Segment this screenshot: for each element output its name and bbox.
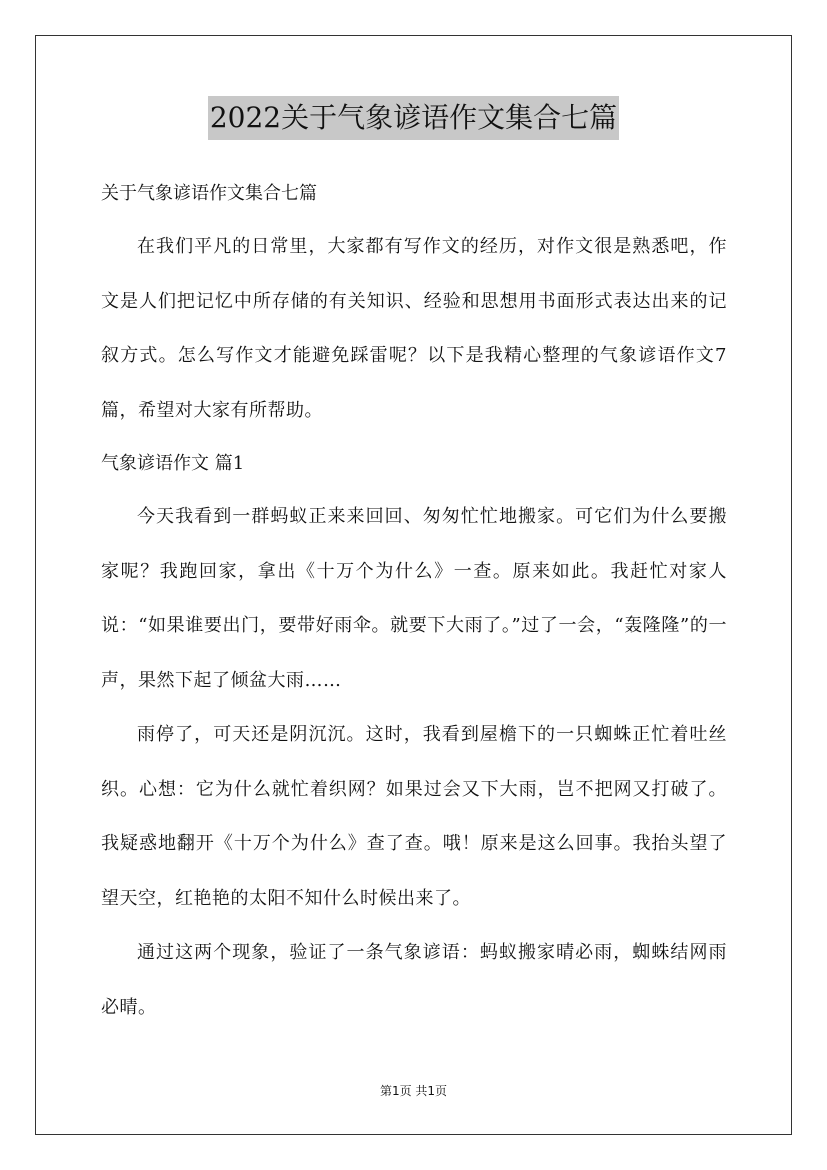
body-paragraph: 通过这两个现象，验证了一条气象谚语：蚂蚁搬家晴必雨，蜘蛛结网雨必晴。 [101, 942, 727, 1018]
page-number: 第1页 共1页 [379, 1084, 448, 1098]
body-paragraph: 今天我看到一群蚂蚁正来来回回、匆匆忙忙地搬家。可它们为什么要搬家呢？我跑回家，拿出《十万个为什么》一查。原来如此。我赶忙对家人说：“如果谁要出门，要带好雨伞。就要下大雨了。”过了一会，“轰隆隆”的一声，果然下起了倾盆大雨…… [101, 506, 727, 691]
title-container [0, 96, 827, 140]
body-paragraph: 雨停了，可天还是阴沉沉。这时，我看到屋檐下的一只蜘蛛正忙着吐丝织。心想：它为什么就忙着织网？如果过会又下大雨，岂不把网又打破了。我疑惑地翻开《十万个为什么》查了查。哦！原来是这么回事。我抬头望了望天空，红艳艳的太阳不知什么时候出来了。 [101, 724, 727, 909]
page-footer [0, 1082, 827, 1100]
document-title: 2022关于气象谚语作文集合七篇 [208, 96, 619, 140]
section-heading: 气象谚语作文 篇1 [101, 453, 245, 474]
document-subtitle: 关于气象谚语作文集合七篇 [101, 183, 317, 204]
intro-paragraph: 在我们平凡的日常里，大家都有写作文的经历，对作文很是熟悉吧，作文是人们把记忆中所存储的有关知识、经验和思想用书面形式表达出来的记叙方式。怎么写作文才能避免踩雷呢？以下是我精心整理的气象谚语作文7篇，希望对大家有所帮助。 [101, 236, 727, 421]
document-body [101, 168, 727, 1035]
